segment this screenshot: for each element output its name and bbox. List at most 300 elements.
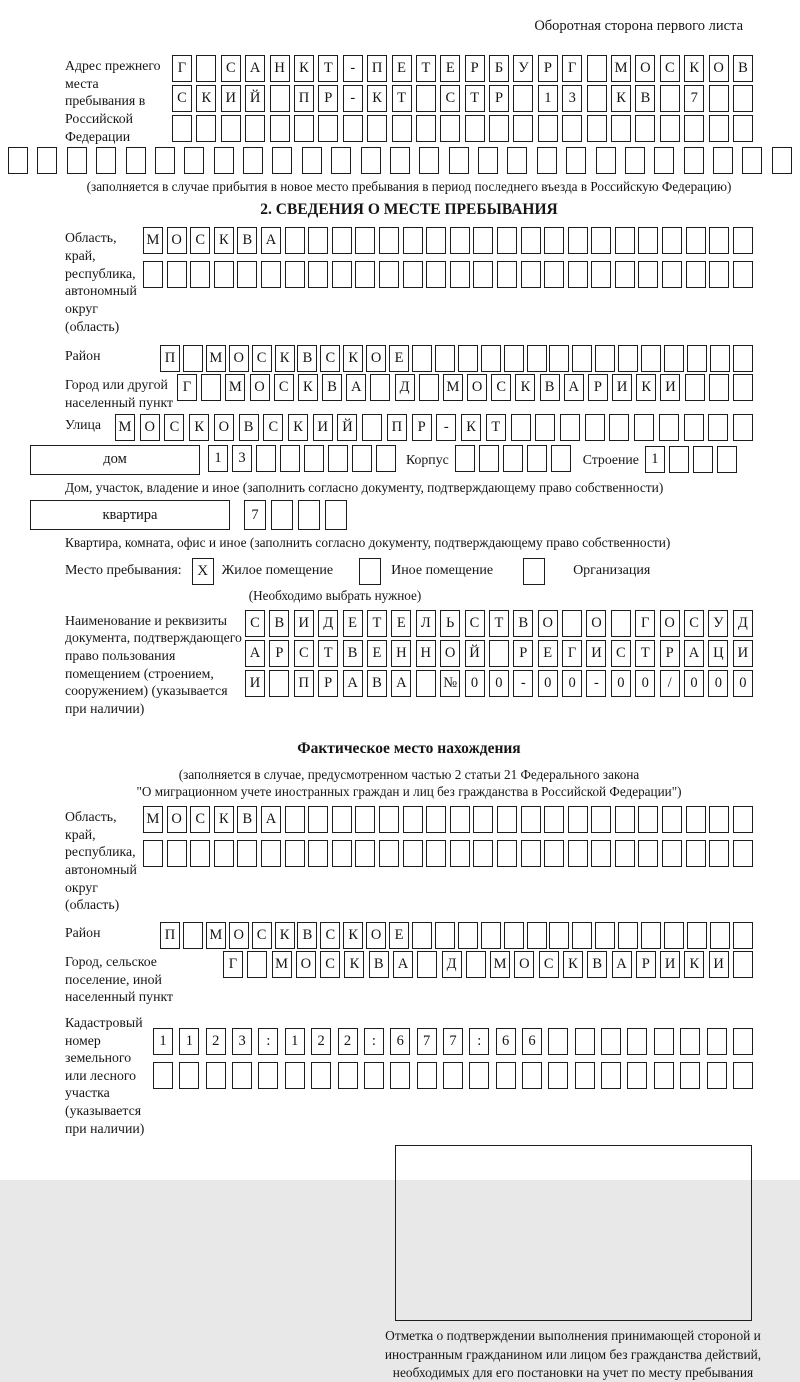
form-cell: [269, 670, 289, 697]
form-cell: Д: [442, 951, 462, 978]
form-cell: [214, 261, 234, 288]
form-cell: [450, 840, 470, 867]
form-cell: [595, 345, 615, 372]
form-cell: К: [275, 922, 295, 949]
form-cell: [458, 345, 478, 372]
form-cell: [733, 1062, 753, 1089]
form-cell: [270, 115, 290, 142]
form-cell: [412, 922, 432, 949]
form-cell: [662, 840, 682, 867]
form-cell: Т: [392, 85, 412, 112]
form-cell: Д: [733, 610, 753, 637]
form-cell: [449, 147, 469, 174]
form-cell: [693, 446, 713, 473]
form-cell: Е: [538, 640, 558, 667]
form-cell: [256, 445, 276, 472]
form-cell: 0: [684, 670, 704, 697]
form-cell: [308, 840, 328, 867]
form-cell: 3: [232, 1028, 252, 1055]
form-cell: Р: [538, 55, 558, 82]
form-cell: С: [440, 85, 460, 112]
form-cell: О: [167, 227, 187, 254]
form-cell: [403, 806, 423, 833]
cell-row: [245, 670, 753, 697]
form-cell: [521, 227, 541, 254]
cell-row: [177, 374, 753, 401]
form-cell: [285, 1062, 305, 1089]
form-cell: [562, 610, 582, 637]
form-cell: С: [320, 951, 340, 978]
form-cell: [709, 85, 729, 112]
form-cell: [654, 1062, 674, 1089]
form-cell: В: [269, 610, 289, 637]
form-cell: [426, 227, 446, 254]
form-cell: [190, 261, 210, 288]
form-cell: [183, 345, 203, 372]
form-cell: [713, 147, 733, 174]
form-cell: [684, 147, 704, 174]
form-cell: 3: [232, 445, 252, 472]
form-cell: Л: [416, 610, 436, 637]
form-cell: [733, 840, 753, 867]
field-label: Область, край, республика, автономный округ (область): [65, 230, 137, 334]
form-cell: И: [709, 951, 729, 978]
form-cell: [379, 227, 399, 254]
form-cell: О: [467, 374, 487, 401]
form-cell: [575, 1062, 595, 1089]
form-cell: О: [214, 414, 234, 441]
form-cell: [332, 806, 352, 833]
form-cell: 6: [390, 1028, 410, 1055]
form-cell: :: [469, 1028, 489, 1055]
form-cell: 1: [179, 1028, 199, 1055]
form-cell: [544, 227, 564, 254]
form-cell: [521, 261, 541, 288]
form-cell: [153, 1062, 173, 1089]
form-cell: [37, 147, 57, 174]
cell-row: [143, 227, 753, 254]
form-cell: 0: [489, 670, 509, 697]
form-cell: [352, 445, 372, 472]
form-cell: В: [587, 951, 607, 978]
form-cell: -: [513, 670, 533, 697]
actual-location-note-2: "О миграционном учете иностранных граждан и лиц без гражданства в Российской Федерации"): [136, 783, 682, 799]
form-cell: [680, 1028, 700, 1055]
cell-row: [172, 55, 753, 82]
form-cell: С: [660, 55, 680, 82]
stay-type-label: Место пребывания:: [65, 563, 182, 579]
form-cell: 7: [443, 1028, 463, 1055]
form-cell: [473, 840, 493, 867]
form-cell: Г: [172, 55, 192, 82]
form-cell: Р: [660, 640, 680, 667]
form-cell: [537, 147, 557, 174]
form-cell: О: [167, 806, 187, 833]
form-cell: [261, 261, 281, 288]
form-cell: [521, 806, 541, 833]
form-cell: Т: [318, 640, 338, 667]
form-cell: Н: [416, 640, 436, 667]
house-note: Дом, участок, владение и иное (заполнить согласно документу, подтверждающему право собственности): [65, 479, 664, 495]
form-cell: [733, 374, 753, 401]
form-cell: К: [636, 374, 656, 401]
form-cell: К: [343, 922, 363, 949]
form-cell: К: [343, 345, 363, 372]
form-cell: [364, 1062, 384, 1089]
form-cell: [390, 147, 410, 174]
form-cell: [496, 1062, 516, 1089]
form-cell: [196, 55, 216, 82]
cell-row: [172, 115, 753, 142]
form-cell: [635, 115, 655, 142]
form-cell: [237, 261, 257, 288]
form-cell: [285, 806, 305, 833]
form-cell: Р: [318, 670, 338, 697]
form-cell: :: [258, 1028, 278, 1055]
form-cell: 1: [538, 85, 558, 112]
field-city: [65, 374, 753, 411]
form-cell: П: [160, 922, 180, 949]
cell-row: [208, 445, 396, 472]
form-cell: И: [221, 85, 241, 112]
form-cell: [481, 345, 501, 372]
form-cell: И: [586, 640, 606, 667]
form-cell: [660, 85, 680, 112]
form-cell: 0: [708, 670, 728, 697]
form-cell: А: [346, 374, 366, 401]
form-cell: Ц: [708, 640, 728, 667]
form-cell: [709, 806, 729, 833]
form-cell: [417, 951, 437, 978]
form-cell: [601, 1062, 621, 1089]
form-cell: [308, 806, 328, 833]
form-cell: [551, 445, 571, 472]
form-cell: М: [206, 345, 226, 372]
form-cell: [707, 1062, 727, 1089]
form-cell: [717, 446, 737, 473]
form-cell: [379, 806, 399, 833]
form-cell: [497, 840, 517, 867]
form-cell: [245, 115, 265, 142]
form-cell: [733, 951, 753, 978]
form-cell: О: [250, 374, 270, 401]
form-cell: Р: [269, 640, 289, 667]
form-cell: [8, 147, 28, 174]
form-cell: [742, 147, 762, 174]
house-box: дом: [30, 445, 200, 475]
form-cell: [709, 227, 729, 254]
form-cell: К: [294, 55, 314, 82]
form-cell: [560, 414, 580, 441]
form-cell: [190, 840, 210, 867]
form-cell: М: [206, 922, 226, 949]
form-cell: [611, 610, 631, 637]
form-cell: [660, 115, 680, 142]
form-cell: Р: [318, 85, 338, 112]
form-cell: [638, 806, 658, 833]
form-cell: [243, 147, 263, 174]
form-cell: [361, 147, 381, 174]
form-cell: О: [635, 55, 655, 82]
form-cell: [587, 115, 607, 142]
cell-row: [455, 445, 571, 472]
form-cell: [585, 414, 605, 441]
form-cell: Й: [245, 85, 265, 112]
form-cell: В: [343, 640, 363, 667]
form-cell: Т: [489, 610, 509, 637]
form-cell: [416, 115, 436, 142]
form-cell: С: [190, 806, 210, 833]
form-cell: В: [513, 610, 533, 637]
form-cell: К: [515, 374, 535, 401]
cell-row: [153, 1028, 753, 1055]
form-cell: Д: [395, 374, 415, 401]
form-cell: [591, 227, 611, 254]
form-cell: [466, 951, 486, 978]
form-cell: 7: [417, 1028, 437, 1055]
form-cell: М: [115, 414, 135, 441]
form-cell: [615, 261, 635, 288]
form-cell: Й: [465, 640, 485, 667]
korpus-label: Корпус: [406, 451, 449, 467]
field-stay-type: [65, 558, 753, 585]
form-cell: 2: [311, 1028, 331, 1055]
form-cell: Р: [636, 951, 656, 978]
form-cell: [143, 840, 163, 867]
form-cell: [469, 1062, 489, 1089]
form-cell: С: [221, 55, 241, 82]
form-cell: С: [294, 640, 314, 667]
form-cell: [638, 840, 658, 867]
form-cell: В: [540, 374, 560, 401]
form-cell: В: [322, 374, 342, 401]
form-cell: О: [229, 345, 249, 372]
form-cell: [450, 806, 470, 833]
form-cell: [338, 1062, 358, 1089]
form-cell: [328, 445, 348, 472]
form-cell: Р: [489, 85, 509, 112]
form-cell: 1: [645, 446, 665, 473]
form-cell: [489, 115, 509, 142]
form-cell: [261, 840, 281, 867]
form-cell: [232, 1062, 252, 1089]
form-cell: Е: [389, 922, 409, 949]
form-cell: [221, 115, 241, 142]
form-cell: [664, 922, 684, 949]
form-cell: Т: [486, 414, 506, 441]
form-cell: [458, 922, 478, 949]
stamp-box: [395, 1145, 752, 1321]
form-cell: [237, 840, 257, 867]
form-cell: [184, 147, 204, 174]
form-cell: Т: [465, 85, 485, 112]
form-cell: [591, 261, 611, 288]
form-cell: 0: [538, 670, 558, 697]
form-cell: [615, 806, 635, 833]
form-cell: [686, 261, 706, 288]
form-cell: [709, 261, 729, 288]
form-cell: С: [465, 610, 485, 637]
field-house-row: [30, 445, 753, 475]
form-cell: [549, 922, 569, 949]
form-cell: [627, 1028, 647, 1055]
form-cell: [504, 345, 524, 372]
form-cell: [473, 261, 493, 288]
form-cell: [285, 227, 305, 254]
form-cell: О: [440, 640, 460, 667]
form-cell: [615, 840, 635, 867]
form-cell: [733, 345, 753, 372]
form-cell: [416, 670, 436, 697]
form-cell: [497, 806, 517, 833]
form-cell: [332, 227, 352, 254]
form-cell: В: [239, 414, 259, 441]
form-cell: С: [252, 345, 272, 372]
form-cell: [280, 445, 300, 472]
form-cell: [258, 1062, 278, 1089]
form-cell: [548, 1062, 568, 1089]
form-cell: [522, 1062, 542, 1089]
form-cell: [709, 115, 729, 142]
form-cell: [318, 115, 338, 142]
form-cell: [440, 115, 460, 142]
form-cell: [285, 840, 305, 867]
form-cell: [507, 147, 527, 174]
form-cell: О: [366, 922, 386, 949]
form-cell: [392, 115, 412, 142]
form-cell: 1: [285, 1028, 305, 1055]
form-cell: В: [733, 55, 753, 82]
form-cell: 0: [562, 670, 582, 697]
form-cell: [627, 1062, 647, 1089]
form-cell: [167, 261, 187, 288]
form-cell: [587, 55, 607, 82]
form-cell: [294, 115, 314, 142]
form-cell: А: [261, 806, 281, 833]
form-cell: Д: [318, 610, 338, 637]
form-cell: [733, 414, 753, 441]
form-cell: [214, 147, 234, 174]
form-cell: Б: [489, 55, 509, 82]
form-cell: [595, 922, 615, 949]
form-cell: О: [538, 610, 558, 637]
form-cell: П: [367, 55, 387, 82]
form-cell: [355, 840, 375, 867]
form-cell: [331, 147, 351, 174]
form-cell: Г: [223, 951, 243, 978]
form-cell: [641, 345, 661, 372]
form-cell: [465, 115, 485, 142]
form-cell: [298, 500, 320, 530]
form-cell: [662, 261, 682, 288]
form-cell: Н: [270, 55, 290, 82]
form-cell: О: [140, 414, 160, 441]
form-cell: -: [343, 55, 363, 82]
field-label: Улица: [65, 416, 101, 432]
form-cell: К: [214, 227, 234, 254]
form-cell: С: [320, 345, 340, 372]
checkbox-label: Жилое помещение: [221, 563, 334, 579]
form-cell: [562, 115, 582, 142]
form-cell: [549, 345, 569, 372]
form-cell: [302, 147, 322, 174]
prev-address-note: (заполняется в случае прибытия в новое место пребывания в период последнего въезда в Российскую Федерацию): [86, 179, 732, 195]
form-cell: [379, 840, 399, 867]
form-cell: В: [237, 227, 257, 254]
form-cell: 6: [522, 1028, 542, 1055]
form-cell: Г: [177, 374, 197, 401]
field-label: Район: [65, 924, 101, 940]
field-label: Область, край, республика, автономный округ (область): [65, 808, 137, 913]
field-label: Город, сельское поселение, иной населенный пункт: [65, 953, 174, 1005]
form-cell: В: [237, 806, 257, 833]
form-cell: [367, 115, 387, 142]
form-cell: К: [196, 85, 216, 112]
form-cell: [662, 806, 682, 833]
form-cell: [426, 261, 446, 288]
form-cell: [214, 840, 234, 867]
form-cell: К: [298, 374, 318, 401]
form-cell: [709, 840, 729, 867]
form-cell: [527, 445, 547, 472]
field-prev-address: [65, 55, 753, 145]
form-cell: С: [164, 414, 184, 441]
form-cell: [568, 261, 588, 288]
form-cell: [503, 445, 523, 472]
form-cell: [618, 922, 638, 949]
form-cell: А: [343, 670, 363, 697]
form-cell: [638, 261, 658, 288]
form-cell: М: [443, 374, 463, 401]
form-cell: К: [563, 951, 583, 978]
cell-row: [143, 806, 753, 833]
form-cell: С: [491, 374, 511, 401]
form-cell: А: [245, 55, 265, 82]
form-cell: [96, 147, 116, 174]
form-cell: [450, 261, 470, 288]
checkbox-organization: [523, 558, 545, 585]
form-cell: М: [143, 227, 163, 254]
form-cell: [634, 414, 654, 441]
form-cell: К: [344, 951, 364, 978]
form-cell: 2: [338, 1028, 358, 1055]
form-cell: [733, 922, 753, 949]
form-cell: В: [367, 670, 387, 697]
form-cell: [419, 374, 439, 401]
form-cell: [497, 227, 517, 254]
form-cell: [544, 806, 564, 833]
form-cell: [325, 500, 347, 530]
form-cell: [710, 345, 730, 372]
form-cell: [355, 227, 375, 254]
form-cell: [587, 85, 607, 112]
form-cell: М: [143, 806, 163, 833]
form-cell: [473, 227, 493, 254]
form-cell: 6: [496, 1028, 516, 1055]
form-cell: П: [294, 85, 314, 112]
form-cell: [155, 147, 175, 174]
form-cell: К: [275, 345, 295, 372]
form-cell: [285, 261, 305, 288]
form-cell: И: [313, 414, 333, 441]
form-cell: 1: [208, 445, 228, 472]
form-cell: О: [514, 951, 534, 978]
form-cell: О: [229, 922, 249, 949]
form-cell: И: [660, 951, 680, 978]
form-cell: О: [296, 951, 316, 978]
stay-type-note: (Необходимо выбрать нужное): [248, 587, 422, 603]
form-cell: С: [274, 374, 294, 401]
